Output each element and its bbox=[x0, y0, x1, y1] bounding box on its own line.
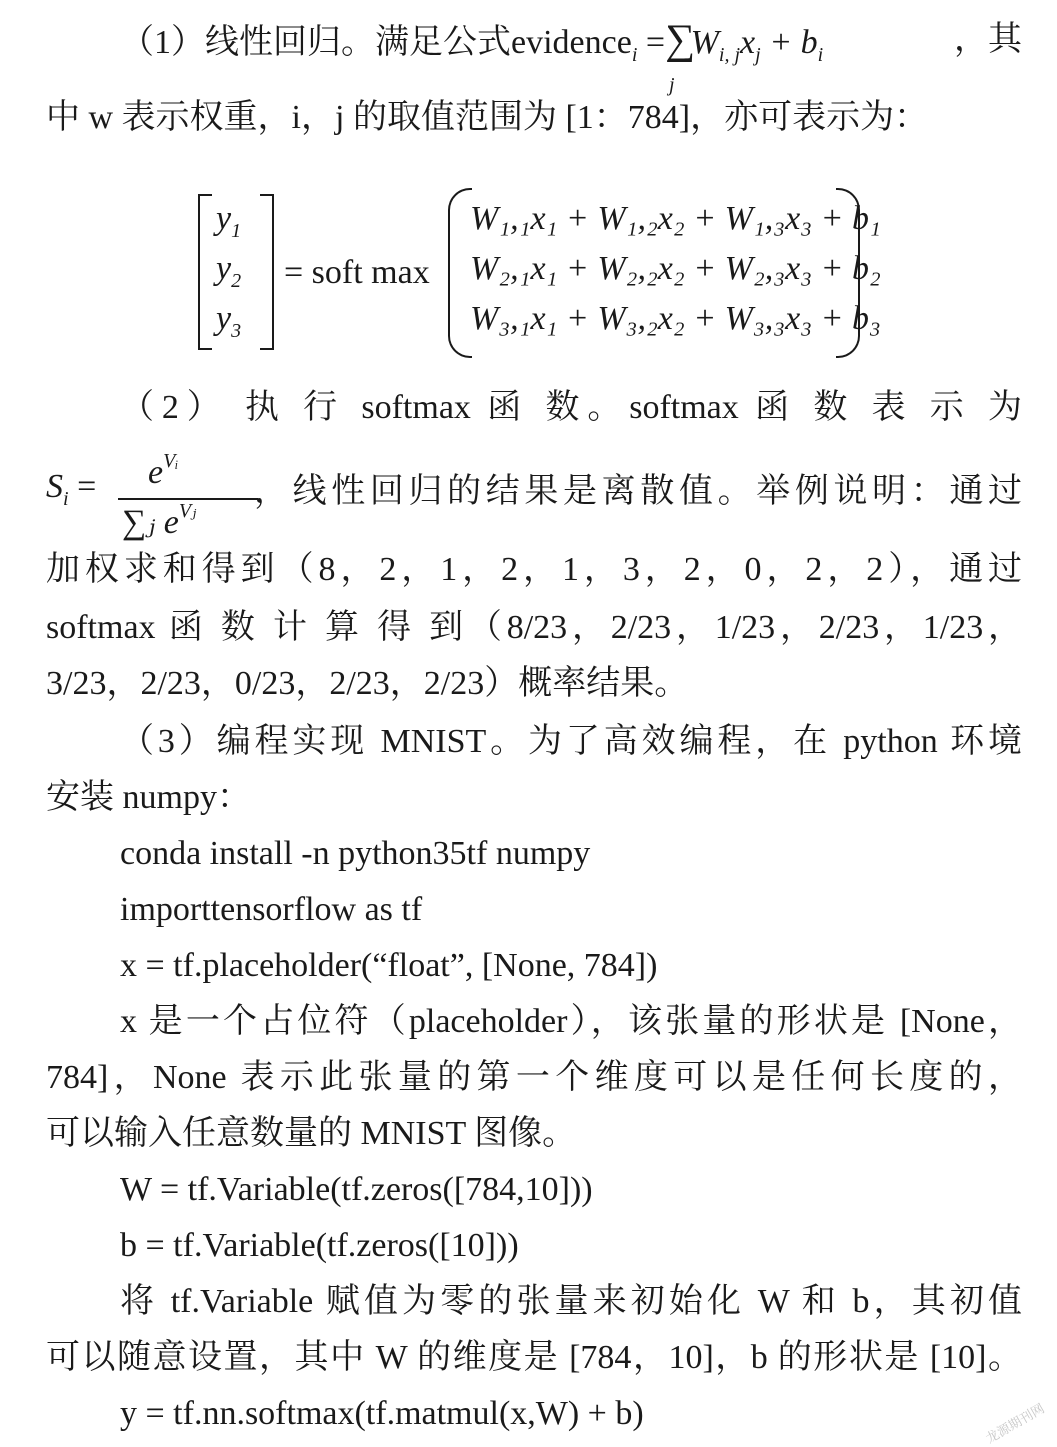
code-line-3: x = tf.placeholder(“float”, [None, 784]) bbox=[120, 947, 658, 984]
watermark-logo: 龙源期刊网 bbox=[983, 1401, 1048, 1447]
left-square-bracket bbox=[198, 194, 212, 350]
code-line-6: y = tf.nn.softmax(tf.matmul(x,W) + b) bbox=[120, 1395, 644, 1432]
linear-row-3: W₃,₁x₁ + W₃,₂x₂ + W₃,₃x₃ + b₃ bbox=[470, 300, 881, 337]
left-parenthesis bbox=[448, 188, 472, 358]
vector-entry-3: $y_3$ bbox=[216, 300, 242, 342]
code-line-5: b = tf.Variable(tf.zeros([10])) bbox=[120, 1227, 519, 1264]
p1-line2: 中 w 表示权重，i，j 的取值范围为 [1：784]，亦可表示为： bbox=[46, 99, 929, 136]
softmax-label: = soft max bbox=[284, 254, 430, 291]
sum-symbol: ∑ bbox=[665, 17, 696, 63]
p3-para1-line1: x 是一个占位符（placeholder），该张量的形状是 [None， bbox=[120, 1003, 1022, 1040]
bias-term: + b bbox=[760, 24, 818, 61]
fraction-denominator: ∑ⱼ $e^{Vⱼ}$ bbox=[122, 500, 197, 541]
equals-sign: = bbox=[637, 24, 666, 61]
evidence-subscript: i bbox=[631, 44, 638, 66]
p1-line1-text: （1）线性回归。满足公式evidence bbox=[120, 24, 632, 61]
x-subscript: j bbox=[755, 44, 761, 66]
right-square-bracket bbox=[260, 194, 274, 350]
weight-symbol: W bbox=[690, 24, 719, 61]
linear-row-2: W₂,₁x₁ + W₂,₂x₂ + W₂,₃x₃ + b₂ bbox=[470, 250, 881, 287]
softmax-lhs: $S_i$ = bbox=[46, 468, 97, 510]
p2-line1: （2） 执 行 softmax 函 数。softmax 函 数 表 示 为 bbox=[120, 389, 1022, 426]
p1-line1-tail: ，其 bbox=[954, 21, 1022, 58]
right-parenthesis bbox=[836, 188, 860, 358]
p2-line4: softmax 函 数 计 算 得 到（8/23，2/23，1/23，2/23，1/23， bbox=[46, 609, 1022, 646]
linear-row-1: W₁,₁x₁ + W₁,₂x₂ + W₁,₃x₃ + b₁ bbox=[470, 200, 881, 237]
sum-index: j bbox=[669, 74, 675, 96]
p2-line5: 3/23，2/23，0/23，2/23，2/23）概率结果。 bbox=[46, 665, 689, 702]
p2-line3: 加权求和得到（8，2，1，2，1，3，2，0，2，2），通过 bbox=[46, 551, 1022, 588]
output-vector bbox=[216, 194, 241, 344]
p3-line2: 安装 numpy： bbox=[46, 779, 251, 816]
vector-entry-2: $y_2$ bbox=[216, 250, 242, 292]
p3-para2-line2: 可以随意设置，其中 W 的维度是 [784，10]，b 的形状是 [10]。 bbox=[46, 1339, 1022, 1376]
x-symbol: x bbox=[740, 24, 756, 61]
vector-entry-1: $y_1$ bbox=[216, 200, 242, 242]
p1-line1 bbox=[120, 17, 1022, 96]
fraction-numerator: $e^{Vᵢ}$ bbox=[148, 450, 179, 491]
p3-line1: （3）编程实现 MNIST。为了高效编程，在 python 环境 bbox=[120, 723, 1022, 760]
p3-para1-line2: 784]，None 表示此张量的第一个维度可以是任何长度的， bbox=[46, 1059, 1022, 1096]
bias-subscript: i bbox=[817, 44, 824, 66]
weight-subscript: i, j bbox=[718, 44, 741, 66]
p3-para1-line3: 可以输入任意数量的 MNIST 图像。 bbox=[46, 1115, 577, 1152]
softmax-fraction-formula bbox=[46, 446, 236, 546]
code-line-4: W = tf.Variable(tf.zeros([784,10])) bbox=[120, 1171, 593, 1208]
linear-terms bbox=[470, 194, 881, 344]
p3-para2-line1: 将 tf.Variable 赋值为零的张量来初始化 W 和 b，其初值 bbox=[120, 1283, 1022, 1320]
code-line-1: conda install -n python35tf numpy bbox=[120, 835, 591, 872]
code-line-2: importtensorflow as tf bbox=[120, 891, 423, 928]
softmax-matrix-formula bbox=[198, 188, 881, 360]
p2-line2: ，线性回归的结果是离散值。举例说明：通过 bbox=[254, 473, 1022, 510]
